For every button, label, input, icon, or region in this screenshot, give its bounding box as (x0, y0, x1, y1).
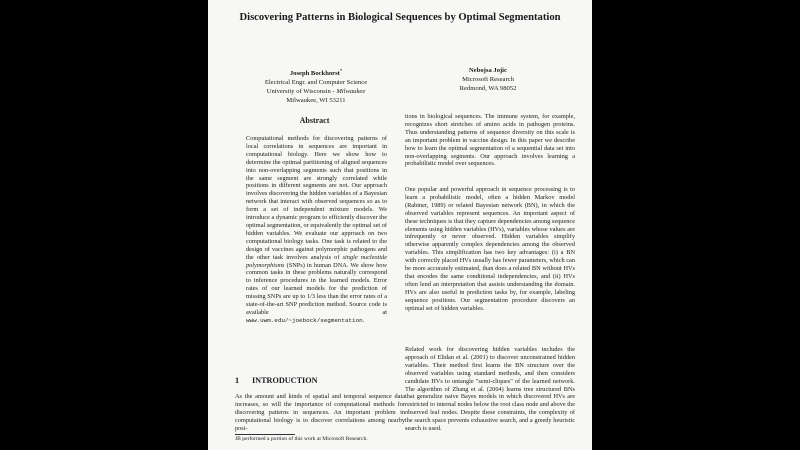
right-column-paragraph-1: tions in biological sequences. The immune system, for example, recognizes short stretches of amino acids in pathogen proteins. Thus understanding patterns of sequence diversity on this scale is an important problem in vaccine design. In this paper we describe how to learn the optimal segmentation of a sequential data set into non-overlapping segments. Our approach involves learning a probabilistic model over sequences. (405, 113, 575, 168)
right-column-paragraph-3: Related work for discovering hidden variables includes the approach of Elidan et al. (2001) to discover unconstrained hidden variables. Their method first learns the BN structure over the observed variables using standard methods, and then considers candidate HVs to untangle "semi-cliques" of the learned network. The algorithm of Zhang et al. (2004) learns tree structured BNs that generalize naive Bayes models in which discovered HVs are restricted to internal nodes below the root class node and above the observed leaf nodes. Despite these constraints, the complexity of the search space prevents exhaustive search, and a greedy heuristic search is used. (405, 346, 575, 433)
author-address: Redmond, WA 98052 (459, 85, 517, 92)
abstract-heading: Abstract (299, 116, 330, 125)
paper-page (208, 0, 592, 450)
author-affiliation-2: University of Wisconsin - Milwaukee (266, 88, 366, 96)
source-code-url[interactable]: www.uwm.edu/~joebock/segmentation (246, 316, 363, 324)
author-affiliation-1: Microsoft Research (462, 76, 514, 83)
footnote: JB performed a portion of this work at Microsoft Research. (235, 436, 368, 442)
author-affiliation-1: Electrical Engr. and Computer Science (264, 79, 368, 87)
author-block-1 (232, 66, 400, 105)
intro-paragraph: As the amount and kinds of spatial and temporal sequence data increases, so will the importance of computational methods for discovering patterns in sequences. An important problem in computational biology is to discover correlations among nearby posi- (235, 393, 405, 432)
author-name: Nebojsa Jojic (469, 67, 507, 74)
section-heading-introduction: 1 INTRODUCTION (235, 376, 318, 385)
author-name: Joseph Bockhorst* (289, 68, 343, 78)
author-block-2 (404, 66, 572, 93)
paper-title: Discovering Patterns in Biological Sequences by Optimal Segmentation (239, 12, 561, 23)
author-address: Milwaukee, WI 53211 (286, 97, 346, 105)
abstract-text: Computational methods for discovering patterns of local correlations in sequences are important in computational biology. Here we show how to determine the optimal partitioning of aligned sequences into non-overlapping segments such that positions in the same segment are strongly correlated while positions in different segments are not. Our approach involves discovering the hidden variables of a Bayesian network that interact with observed sequences so as to form a set of independent mixture models. We introduce a dynamic program to efficiently discover the optimal segmentation, or equivalently the optimal set of hidden variables. We evaluate our approach on two computational biology tasks. One task is related to the design of vaccines against polymorphic pathogens and the other task involves analysis of single nucleotide polymorphisms (SNPs) in human DNA. We show how common tasks in these problems naturally correspond to inference procedures in the learned models. Error rates of our learned models for the prediction of missing SNPs are up to 1/3 less than the error rates of a state-of-the-art SNP prediction method. Source code is available at www.uwm.edu/~joebock/segmentation. (246, 135, 388, 324)
footnote-divider (235, 434, 295, 435)
right-column-paragraph-2: One popular and powerful approach in sequence processing is to learn a probabilistic model, often a hidden Markov model (Rabiner, 1989) or related Bayesian network (BN), in which the observed variables represent sequences. An important aspect of these techniques is that they capture dependencies among sequence elements using hidden variables (HVs), variables whose values are infrequently or never observed. Hidden variables simplify otherwise apparently complex dependencies among the observed variables. This simplification has two key advantages: (i) a BN with correctly placed HVs usually has fewer parameters, which can be more accurately estimated, than does a related BN without HVs that encodes the same conditional independencies, and (ii) HVs often lend an interpretation that assists understanding the domain. HVs are also useful in prediction tasks by, for example, labeling sequence positions. Our segmentation procedure discovers an optimal set of hidden variables. (405, 186, 575, 312)
